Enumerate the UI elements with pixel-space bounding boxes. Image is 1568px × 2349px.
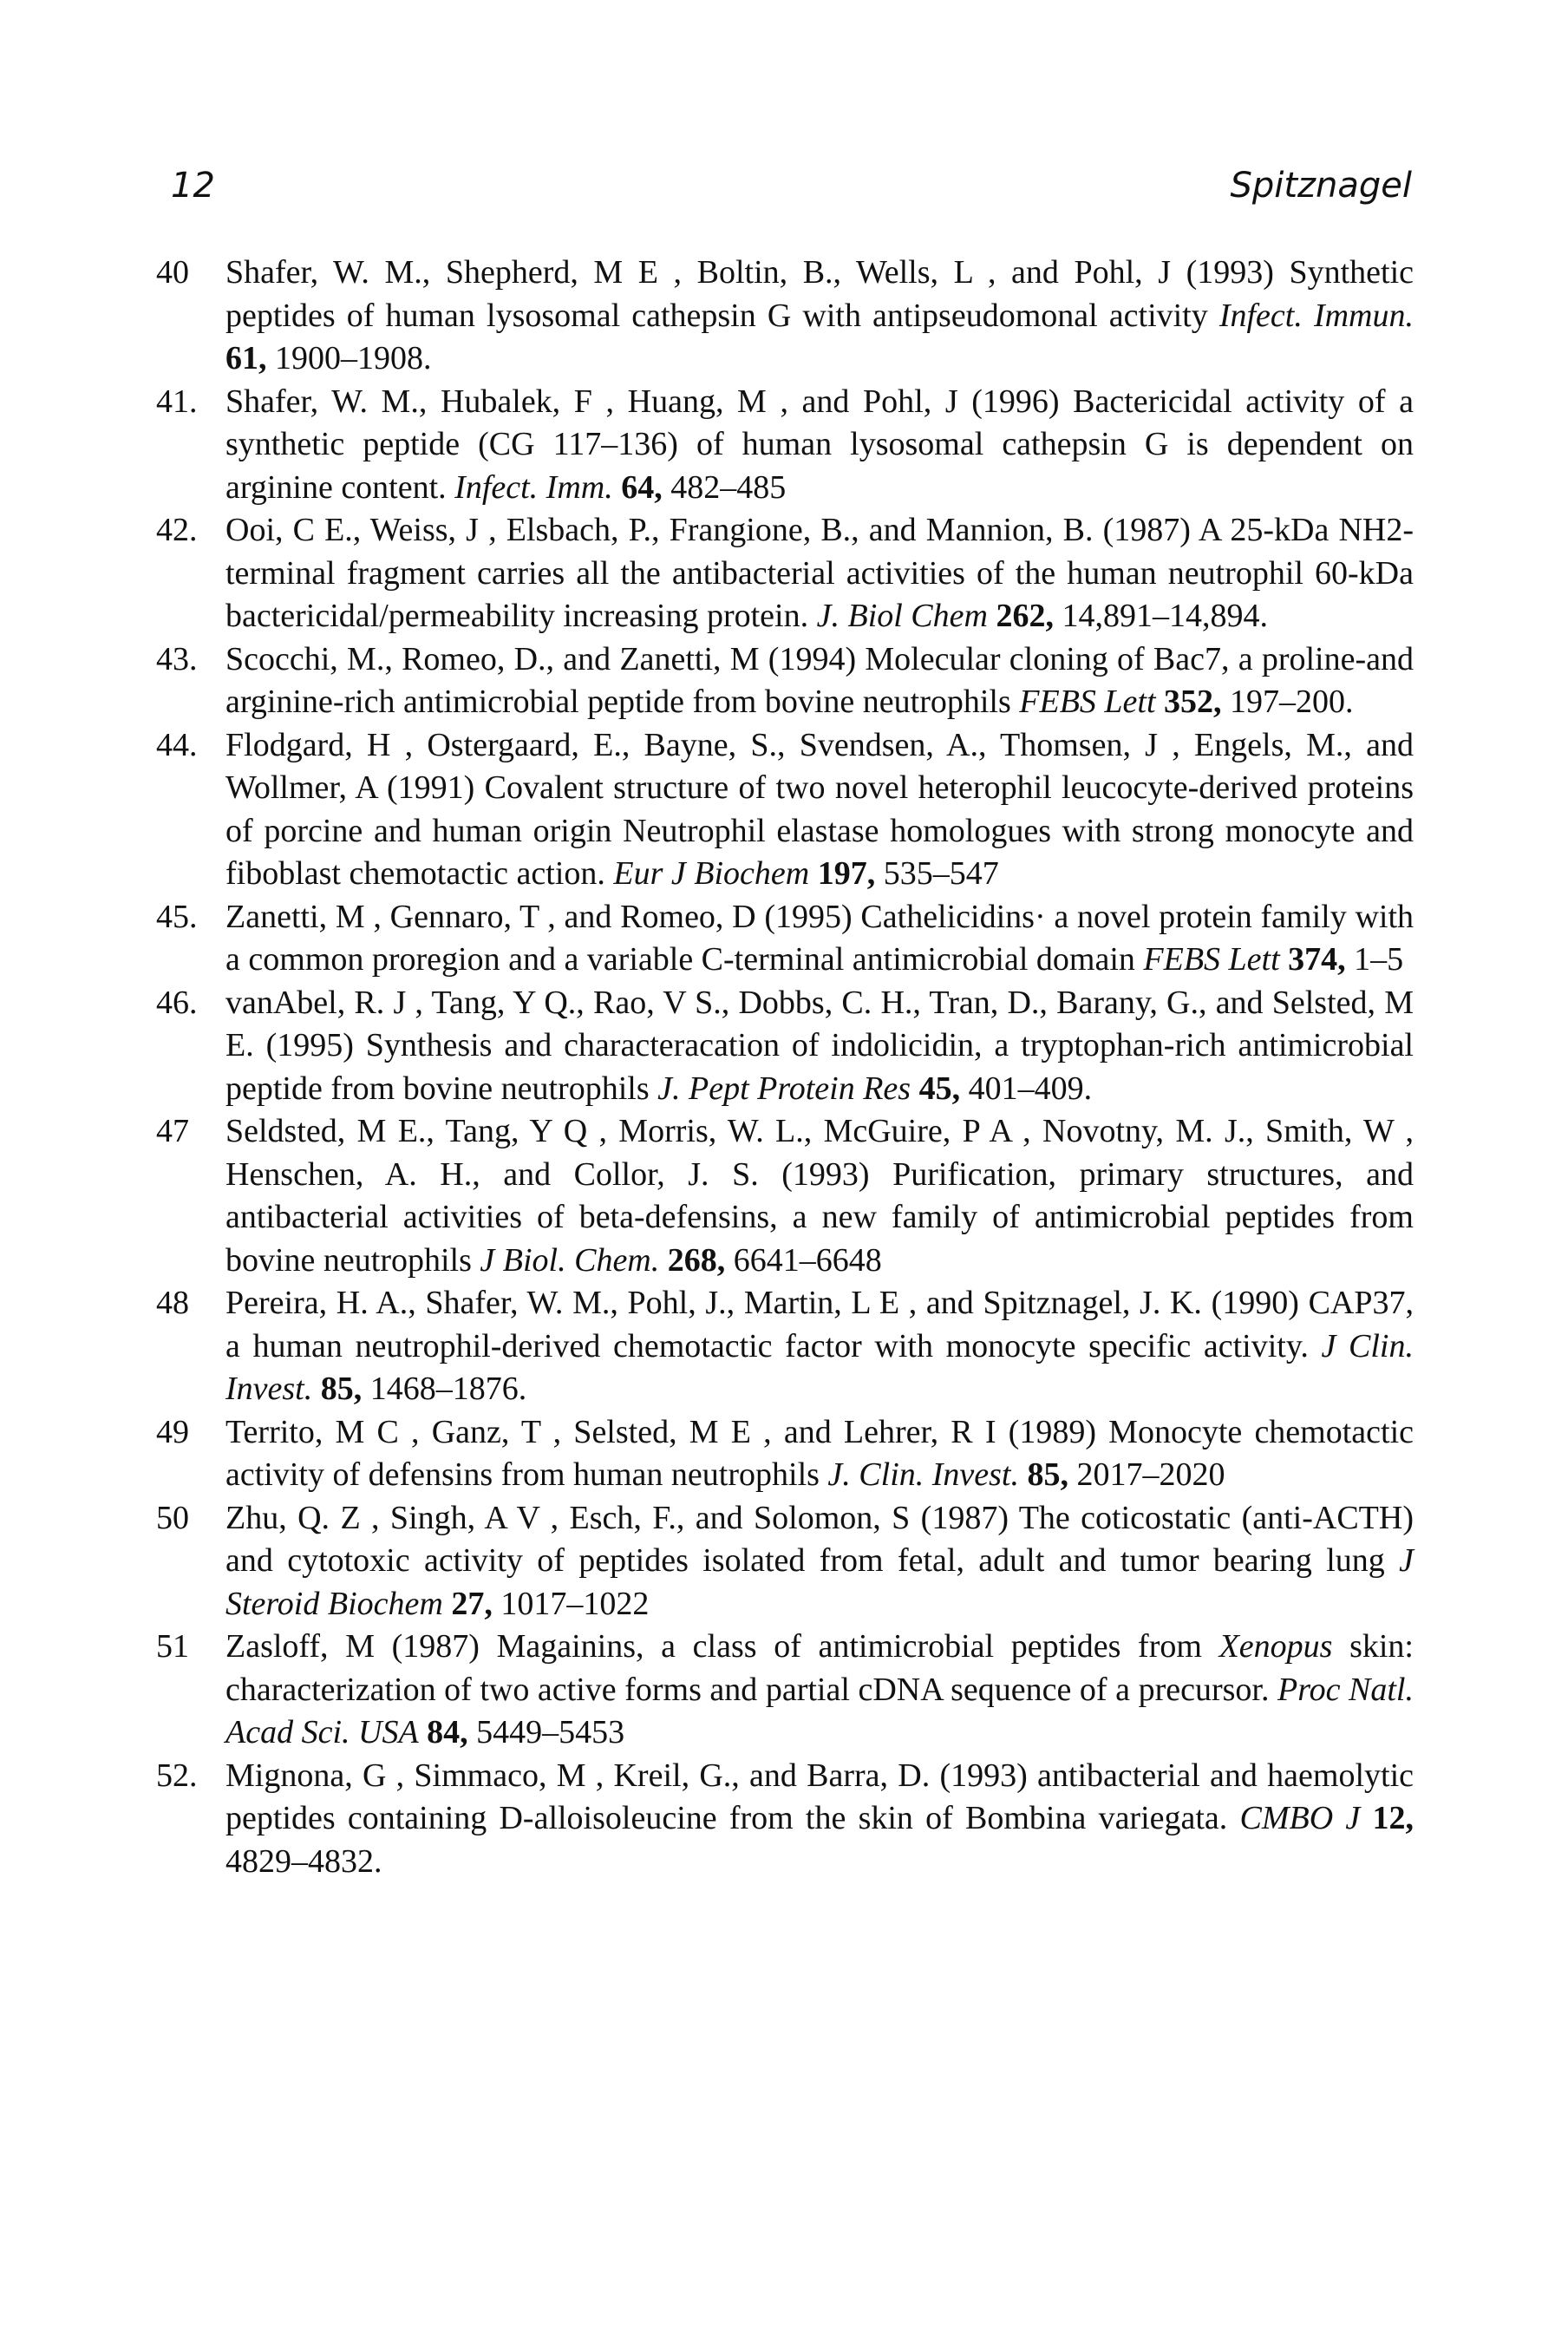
reference-item xyxy=(156,509,1414,638)
reference-separator xyxy=(613,469,622,506)
reference-item xyxy=(156,1282,1414,1411)
reference-journal: Infect. Immun. xyxy=(1218,297,1414,334)
reference-number: 49 xyxy=(156,1413,189,1450)
reference-journal: Infect. Imm. xyxy=(454,468,613,506)
reference-pages: 4829–4832. xyxy=(225,1842,382,1880)
reference-pages: 535–547 xyxy=(875,855,999,892)
reference-number: 45. xyxy=(156,898,198,935)
reference-volume: 352, xyxy=(1164,684,1222,720)
reference-pages: 14,891–14,894. xyxy=(1053,598,1268,634)
reference-text xyxy=(225,1282,1414,1411)
reference-separator xyxy=(809,855,818,892)
reference-separator xyxy=(443,1586,452,1622)
reference-item xyxy=(156,1110,1414,1282)
reference-authors: vanAbel, R. J , Tang, Y Q., Rao, V S., Dobbs, C. H., Tran, D., Barany, G., and Selsted, M E. (1995) Synthesis and characteracation of indolicidin, a tryptophan-rich antimicrobial peptide from bovine neutrophils xyxy=(225,984,1414,1107)
reference-journal: FEBS Lett xyxy=(1019,684,1156,720)
reference-number: 47 xyxy=(156,1113,189,1149)
reference-journal: CMBO J xyxy=(1239,1800,1361,1836)
reference-number: 43. xyxy=(156,640,198,677)
reference-number: 50 xyxy=(156,1499,189,1536)
reference-journal: J Clin. Invest. xyxy=(225,1327,1414,1407)
reference-authors: Zhu, Q. Z , Singh, A V , Esch, F., and Solomon, S (1987) The coticostatic (anti-ACTH) and cytotoxic activity of peptides isolated from fetal, adult and tumor bearing lung xyxy=(225,1499,1414,1579)
reference-item xyxy=(156,1626,1414,1755)
reference-number: 44. xyxy=(156,726,198,763)
reference-pages: 1900–1908. xyxy=(266,340,432,376)
reference-authors: Shafer, W. M., Hubalek, F , Huang, M , and Pohl, J (1996) Bactericidal activity of a synthetic peptide (CG 117–136) of human lysosomal cathepsin G is dependent on arginine content. xyxy=(225,383,1414,506)
reference-pages: 1468–1876. xyxy=(362,1371,527,1407)
reference-item xyxy=(156,381,1414,510)
reference-number: 51 xyxy=(156,1628,189,1665)
reference-pages: 2017–2020 xyxy=(1068,1456,1225,1493)
reference-text xyxy=(225,638,1414,724)
reference-separator xyxy=(1280,941,1289,978)
reference-separator xyxy=(1156,684,1165,720)
running-head: Spitznagel xyxy=(1230,166,1412,206)
page-number: 12 xyxy=(171,166,215,206)
reference-authors: Ooi, C E., Weiss, J , Elsbach, P., Frangione, B., and Mannion, B. (1987) A 25-kDa NH2-terminal fragment carries all the antibacterial activities of the human neutrophil 60-kDa bactericidal/permeability increasing protein. xyxy=(225,512,1414,634)
reference-journal: J Steroid Biochem xyxy=(225,1542,1414,1622)
reference-authors: Shafer, W. M., Shepherd, M E , Boltin, B., Wells, L , and Pohl, J (1993) Synthetic peptides of human lysosomal cathepsin G with antipseudomonal activity xyxy=(225,254,1414,334)
reference-authors: Pereira, H. A., Shafer, W. M., Pohl, J., Martin, L E , and Spitznagel, J. K. (1990) CAP37, a human neutrophil-derived chemotactic factor with monocyte specific activity. xyxy=(225,1285,1414,1364)
reference-volume: 374, xyxy=(1288,941,1346,978)
reference-journal: J Biol. Chem. xyxy=(480,1241,660,1279)
reference-volume: 45, xyxy=(918,1070,961,1107)
reference-number: 52. xyxy=(156,1757,198,1794)
reference-volume: 61, xyxy=(225,340,267,376)
reference-journal-2: Proc Natl. Acad Sci. USA xyxy=(225,1671,1414,1750)
reference-text xyxy=(225,896,1414,982)
reference-journal: Eur J Biochem xyxy=(613,855,810,892)
reference-authors: Zanetti, M , Gennaro, T , and Romeo, D (1995) Cathelicidins· a novel protein family with a common proregion and a variable C-terminal antimicrobial domain xyxy=(225,898,1414,978)
reference-text xyxy=(225,509,1414,638)
reference-authors: Zasloff, M (1987) Magainins, a class of antimicrobial peptides from xyxy=(225,1628,1219,1665)
reference-authors: Seldsted, M E., Tang, Y Q , Morris, W. L., McGuire, P A , Novotny, M. J., Smith, W , Henschen, A. H., and Collor, J. S. (1993) Purification, primary structures, and antibacterial activities of beta-defensins, a new family of antimicrobial peptides from bovine neutrophils xyxy=(225,1113,1414,1279)
reference-authors: Territo, M C , Ganz, T , Selsted, M E , and Lehrer, R I (1989) Monocyte chemotactic activity of defensins from human neutrophils xyxy=(225,1413,1414,1493)
reference-text xyxy=(225,1411,1414,1497)
reference-text xyxy=(225,381,1414,510)
reference-text xyxy=(225,252,1414,381)
reference-text xyxy=(225,724,1414,896)
reference-number: 48 xyxy=(156,1285,189,1321)
reference-text xyxy=(225,1110,1414,1282)
reference-pages: 1–5 xyxy=(1345,941,1404,978)
reference-volume: 197, xyxy=(817,855,876,892)
reference-volume: 84, xyxy=(427,1714,468,1750)
reference-journal: Xenopus xyxy=(1218,1628,1333,1665)
reference-authors: Scocchi, M., Romeo, D., and Zanetti, M (1994) Molecular cloning of Bac7, a proline-and arginine-rich antimicrobial peptide from bovine neutrophils xyxy=(225,640,1414,720)
reference-pages: 1017–1022 xyxy=(492,1585,650,1622)
reference-number: 46. xyxy=(156,984,198,1021)
reference-pages: 6641–6648 xyxy=(725,1241,882,1279)
reference-journal: J. Biol Chem xyxy=(816,598,988,634)
reference-item xyxy=(156,982,1414,1111)
reference-number: 41. xyxy=(156,383,198,420)
reference-text xyxy=(225,1497,1414,1626)
reference-journal: J. Clin. Invest. xyxy=(827,1456,1019,1493)
reference-item xyxy=(156,252,1414,381)
reference-number: 42. xyxy=(156,512,198,548)
reference-authors: Mignona, G , Simmaco, M , Kreil, G., and Barra, D. (1993) antibacterial and haemolytic peptides containing D-alloisoleucine from the skin of Bombina variegata. xyxy=(225,1757,1414,1836)
reference-item xyxy=(156,1497,1414,1626)
reference-pages: 401–409. xyxy=(960,1070,1093,1107)
reference-list xyxy=(156,252,1414,1883)
reference-text xyxy=(225,1626,1414,1755)
reference-separator: skin: characterization of two active forms and partial cDNA sequence of a precursor. xyxy=(225,1628,1414,1708)
reference-pages: 197–200. xyxy=(1221,684,1354,720)
reference-separator xyxy=(911,1070,919,1107)
reference-item xyxy=(156,896,1414,982)
reference-item xyxy=(156,724,1414,896)
reference-pages: 482–485 xyxy=(662,468,787,506)
reference-number: 40 xyxy=(156,254,189,291)
reference-space xyxy=(419,1714,428,1750)
reference-journal: FEBS Lett xyxy=(1143,941,1280,978)
reference-volume: 27, xyxy=(451,1585,493,1622)
reference-item xyxy=(156,1755,1414,1884)
reference-volume: 64, xyxy=(621,468,663,506)
reference-separator xyxy=(659,1242,668,1279)
reference-volume: 262, xyxy=(996,598,1054,634)
reference-item xyxy=(156,1411,1414,1497)
reference-text xyxy=(225,982,1414,1111)
reference-volume: 268, xyxy=(667,1241,726,1279)
reference-separator xyxy=(312,1371,321,1407)
reference-volume: 12, xyxy=(1372,1800,1414,1836)
reference-separator xyxy=(1360,1800,1372,1836)
reference-volume: 85, xyxy=(1027,1456,1068,1493)
reference-journal: J. Pept Protein Res xyxy=(657,1070,911,1107)
reference-pages: 5449–5453 xyxy=(467,1714,625,1750)
reference-text xyxy=(225,1755,1414,1884)
reference-authors: Flodgard, H , Ostergaard, E., Bayne, S., Svendsen, A., Thomsen, J , Engels, M., and Wollmer, A (1991) Covalent structure of two novel heterophil leucocyte-derived proteins of porcine and human origin Neutrophil elastase homologues with strong monocyte and fiboblast chemotactic action. xyxy=(225,726,1414,892)
reference-item xyxy=(156,638,1414,724)
reference-volume: 85, xyxy=(320,1371,363,1407)
